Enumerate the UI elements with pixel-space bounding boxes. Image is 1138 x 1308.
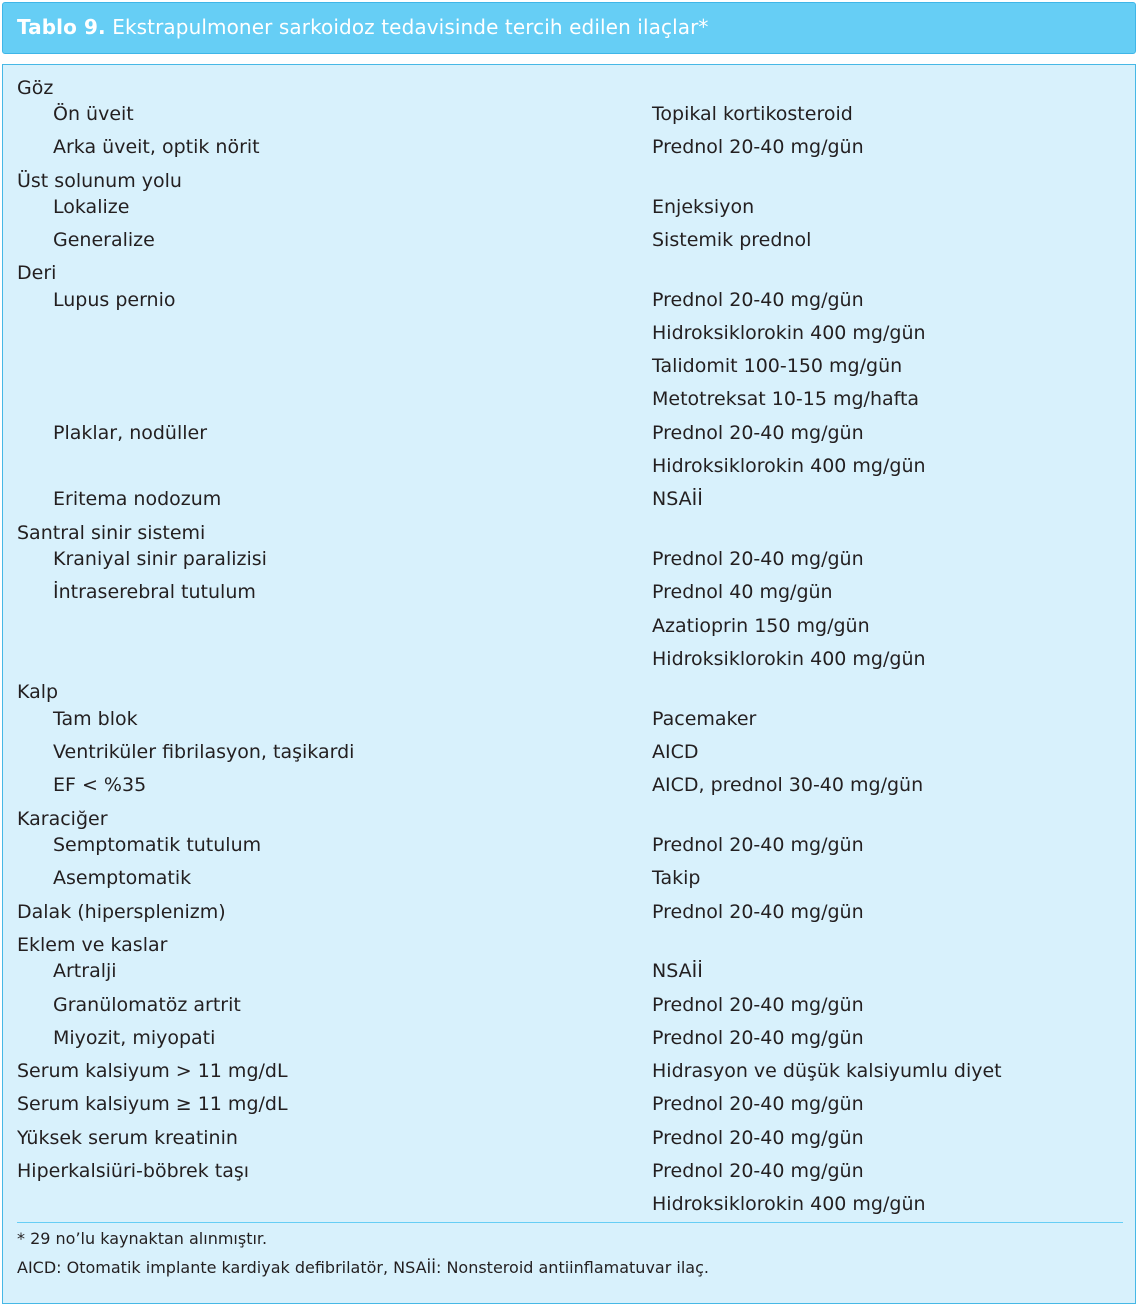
row-subitem-label: Eritema nodozum bbox=[53, 488, 222, 510]
row-category-label: Üst solunum yolu bbox=[17, 170, 182, 192]
table-row bbox=[3, 260, 1133, 286]
row-subitem-label: Arka üveit, optik nörit bbox=[53, 136, 260, 158]
table-title-text: Ekstrapulmoner sarkoidoz tedavisinde tercih edilen ilaçlar* bbox=[112, 15, 709, 39]
table-row bbox=[3, 1091, 1133, 1117]
row-category-label: Karaciğer bbox=[17, 808, 108, 830]
row-treatment: Hidrasyon ve düşük kalsiyumlu diyet bbox=[652, 1060, 1002, 1082]
row-treatment: Prednol 20-40 mg/gün bbox=[652, 1093, 864, 1115]
row-treatment: Takip bbox=[652, 867, 701, 889]
table-row bbox=[3, 134, 1133, 160]
table-row bbox=[3, 1125, 1133, 1151]
table-row bbox=[3, 453, 1133, 479]
table-row bbox=[3, 899, 1133, 925]
row-subitem-label: Asemptomatik bbox=[53, 867, 192, 889]
table-title bbox=[17, 15, 709, 39]
row-treatment: Sistemik prednol bbox=[652, 229, 812, 251]
table-row bbox=[3, 1058, 1133, 1084]
table-row bbox=[3, 739, 1133, 765]
table-row bbox=[3, 679, 1133, 705]
row-subitem-label: Ventriküler fibrilasyon, taşikardi bbox=[53, 741, 355, 763]
row-treatment: Hidroksiklorokin 400 mg/gün bbox=[652, 322, 926, 344]
row-subitem-label: Generalize bbox=[53, 229, 155, 251]
table-row bbox=[3, 579, 1133, 605]
row-treatment: Topikal kortikosteroid bbox=[652, 103, 853, 125]
row-category-label: Serum kalsiyum ≥ 11 mg/dL bbox=[17, 1093, 288, 1115]
table-row bbox=[3, 613, 1133, 639]
row-treatment: Pacemaker bbox=[652, 708, 757, 730]
row-treatment: Enjeksiyon bbox=[652, 196, 755, 218]
row-treatment: Prednol 20-40 mg/gün bbox=[652, 901, 864, 923]
row-treatment: Prednol 20-40 mg/gün bbox=[652, 994, 864, 1016]
row-treatment: Prednol 20-40 mg/gün bbox=[652, 834, 864, 856]
row-category-label: Serum kalsiyum > 11 mg/dL bbox=[17, 1060, 288, 1082]
table-body bbox=[2, 64, 1136, 1304]
table-row bbox=[3, 865, 1133, 891]
table-row bbox=[3, 227, 1133, 253]
row-category-label: Yüksek serum kreatinin bbox=[17, 1127, 238, 1149]
row-subitem-label: Lokalize bbox=[53, 196, 130, 218]
row-treatment: Prednol 40 mg/gün bbox=[652, 581, 833, 603]
table-row bbox=[3, 832, 1133, 858]
row-treatment: Hidroksiklorokin 400 mg/gün bbox=[652, 1193, 926, 1215]
table-row bbox=[3, 992, 1133, 1018]
row-treatment: Prednol 20-40 mg/gün bbox=[652, 422, 864, 444]
row-treatment: Hidroksiklorokin 400 mg/gün bbox=[652, 648, 926, 670]
row-subitem-label: Semptomatik tutulum bbox=[53, 834, 262, 856]
row-subitem-label: Ön üveit bbox=[53, 103, 134, 125]
row-subitem-label: Lupus pernio bbox=[53, 289, 176, 311]
table-row bbox=[3, 932, 1133, 958]
table-row bbox=[3, 958, 1133, 984]
table-row bbox=[3, 287, 1133, 313]
table-row bbox=[3, 706, 1133, 732]
row-treatment: Hidroksiklorokin 400 mg/gün bbox=[652, 455, 926, 477]
row-treatment: AICD, prednol 30-40 mg/gün bbox=[652, 774, 924, 796]
table-row bbox=[3, 320, 1133, 346]
table-row bbox=[3, 520, 1133, 546]
row-subitem-label: EF < %35 bbox=[53, 774, 147, 796]
row-category-label: Kalp bbox=[17, 681, 59, 703]
table-row bbox=[3, 101, 1133, 127]
table-row bbox=[3, 1025, 1133, 1051]
table-row bbox=[3, 168, 1133, 194]
row-subitem-label: Tam blok bbox=[53, 708, 138, 730]
row-category-label: Göz bbox=[17, 77, 54, 99]
row-treatment: Prednol 20-40 mg/gün bbox=[652, 548, 864, 570]
table-row bbox=[3, 1191, 1133, 1217]
table-row bbox=[3, 646, 1133, 672]
row-category-label: Eklem ve kaslar bbox=[17, 934, 168, 956]
row-treatment: AICD bbox=[652, 741, 699, 763]
row-subitem-label: Granülomatöz artrit bbox=[53, 994, 241, 1016]
table-row bbox=[3, 1158, 1133, 1184]
row-treatment: Azatioprin 150 mg/gün bbox=[652, 615, 870, 637]
table-row bbox=[3, 420, 1133, 446]
row-treatment: Prednol 20-40 mg/gün bbox=[652, 289, 864, 311]
row-subitem-label: İntraserebral tutulum bbox=[53, 581, 256, 603]
row-subitem-label: Artralji bbox=[53, 960, 117, 982]
table-row bbox=[3, 486, 1133, 512]
row-subitem-label: Kraniyal sinir paralizisi bbox=[53, 548, 267, 570]
row-treatment: Metotreksat 10-15 mg/hafta bbox=[652, 388, 920, 410]
table-header bbox=[2, 2, 1136, 54]
table-row bbox=[3, 546, 1133, 572]
table-row bbox=[3, 194, 1133, 220]
row-treatment: NSAİİ bbox=[652, 960, 703, 982]
row-category-label: Deri bbox=[17, 262, 57, 284]
row-treatment: NSAİİ bbox=[652, 488, 703, 510]
table-number: Tablo 9. bbox=[17, 15, 106, 39]
row-treatment: Prednol 20-40 mg/gün bbox=[652, 1027, 864, 1049]
row-subitem-label: Miyozit, miyopati bbox=[53, 1027, 216, 1049]
footnote-divider bbox=[17, 1222, 1123, 1223]
row-treatment: Prednol 20-40 mg/gün bbox=[652, 1160, 864, 1182]
row-category-label: Dalak (hipersplenizm) bbox=[17, 901, 226, 923]
row-treatment: Prednol 20-40 mg/gün bbox=[652, 136, 864, 158]
table-row bbox=[3, 353, 1133, 379]
footnote-source: * 29 no’lu kaynaktan alınmıştır. bbox=[17, 1229, 268, 1248]
row-subitem-label: Plaklar, nodüller bbox=[53, 422, 208, 444]
row-category-label: Hiperkalsiüri-böbrek taşı bbox=[17, 1160, 250, 1182]
table-row bbox=[3, 75, 1133, 101]
table-row bbox=[3, 386, 1133, 412]
row-treatment: Prednol 20-40 mg/gün bbox=[652, 1127, 864, 1149]
table-row bbox=[3, 806, 1133, 832]
row-category-label: Santral sinir sistemi bbox=[17, 522, 206, 544]
table-row bbox=[3, 772, 1133, 798]
footnote-abbreviations: AICD: Otomatik implante kardiyak defibrilatör, NSAİİ: Nonsteroid antiinflamatuvar ilaç. bbox=[17, 1258, 709, 1277]
row-treatment: Talidomit 100-150 mg/gün bbox=[652, 355, 903, 377]
